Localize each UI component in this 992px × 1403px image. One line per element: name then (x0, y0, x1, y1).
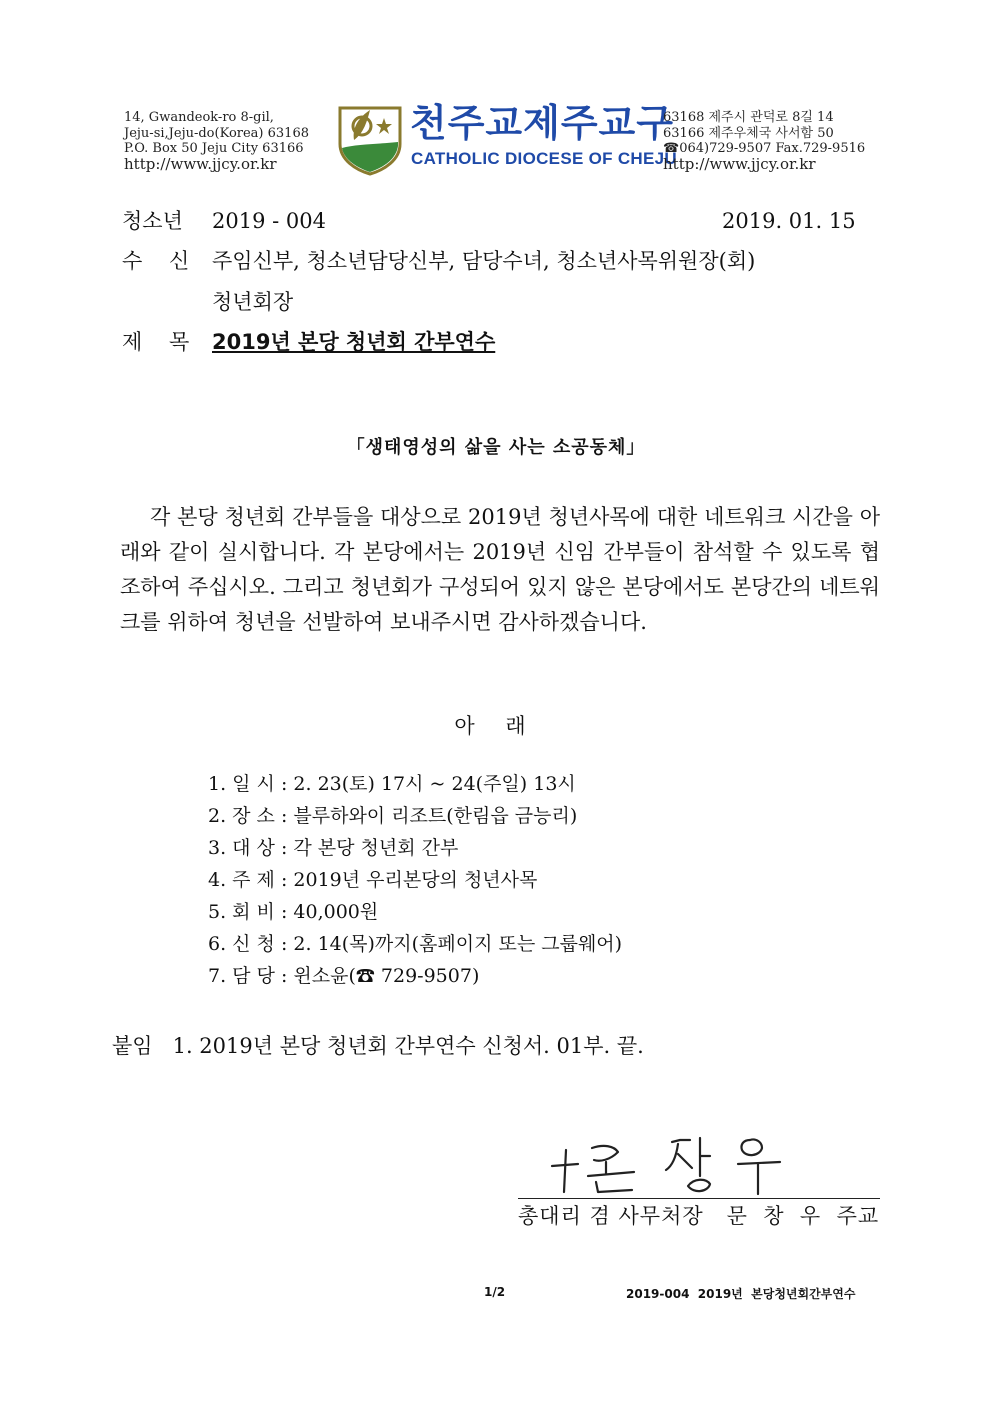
address-en-line: P.O. Box 50 Jeju City 63166 (124, 141, 304, 156)
attachment-note: 붙임 1. 2019년 본당 청년회 간부연수 신청서. 01부. 끝. (112, 1034, 644, 1058)
signature-divider (518, 1198, 880, 1199)
details-list (208, 768, 622, 992)
address-korean (663, 110, 865, 172)
list-item: 2. 장 소 : 블루하와이 리조트(한림읍 금능리) (208, 805, 578, 827)
handwritten-signature (548, 1130, 808, 1200)
subject-label: 제 목 (122, 330, 190, 354)
address-kr-line: ☎064)729-9507 Fax.729-9516 (663, 141, 866, 156)
section-heading-below: 아 래 (454, 714, 538, 738)
website-link-en[interactable]: http://www.jjcy.or.kr (124, 154, 277, 173)
recipient-line: 청년회장 (212, 290, 294, 314)
page-number: 1/2 (484, 1285, 506, 1299)
address-kr-line: 63168 제주시 관덕로 8길 14 (663, 110, 834, 125)
recipient-label: 수 신 (122, 249, 190, 273)
recipient-line: 주임신부, 청소년담당신부, 담당수녀, 청소년사목위원장(회) (212, 249, 756, 273)
address-english (124, 110, 309, 172)
doc-number: 2019 - 004 (212, 209, 326, 233)
address-kr-line: 63166 제주우체국 사서함 50 (663, 125, 834, 141)
footer-doc-reference: 2019-004 2019년 본당청년회간부연수 (626, 1287, 856, 1301)
website-link-kr[interactable]: http://www.jjcy.or.kr (663, 154, 816, 173)
doc-number-label: 청소년 (122, 209, 183, 233)
list-item: 5. 회 비 : 40,000원 (208, 901, 379, 923)
org-name-korean: 천주교제주교구 (410, 101, 674, 145)
body-paragraph-container (120, 500, 880, 640)
body-paragraph: 각 본당 청년회 간부들을 대상으로 2019년 청년사목에 대한 네트워크 시간을 아래와 같이 실시합니다. 각 본당에서는 2019년 신임 간부들이 참석할 수 있도록 협조하여 주십시오. 그리고 청년회가 구성되어 있지 않은 본당에서도 본당간의 네트워크를 위하여 청년을 선발하여 보내주시면 감사하겠습니다. (120, 505, 880, 634)
address-en-line: Jeju-si,Jeju-do(Korea) 63168 (124, 125, 309, 141)
list-item: 3. 대 상 : 각 본당 청년회 간부 (208, 837, 459, 859)
list-item: 7. 담 당 : 윈소윤(☎ 729-9507) (208, 965, 480, 987)
list-item: 6. 신 청 : 2. 14(목)까지(홈페이지 또는 그룹웨어) (208, 933, 623, 955)
motto: 「생태영성의 삶을 사는 소공동체」 (346, 437, 646, 458)
diocese-logo-icon (336, 104, 404, 176)
org-name-english: CATHOLIC DIOCESE OF CHEJU (411, 149, 677, 168)
signer-name: 총대리 겸 사무처장 문 창 우 주교 (518, 1204, 880, 1228)
doc-date: 2019. 01. 15 (722, 209, 856, 233)
list-item: 1. 일 시 : 2. 23(토) 17시 ~ 24(주일) 13시 (208, 773, 576, 795)
list-item: 4. 주 제 : 2019년 우리본당의 청년사목 (208, 869, 538, 891)
subject-title: 2019년 본당 청년회 간부연수 (212, 330, 496, 354)
address-en-line: 14, Gwandeok-ro 8-gil, (124, 110, 274, 125)
